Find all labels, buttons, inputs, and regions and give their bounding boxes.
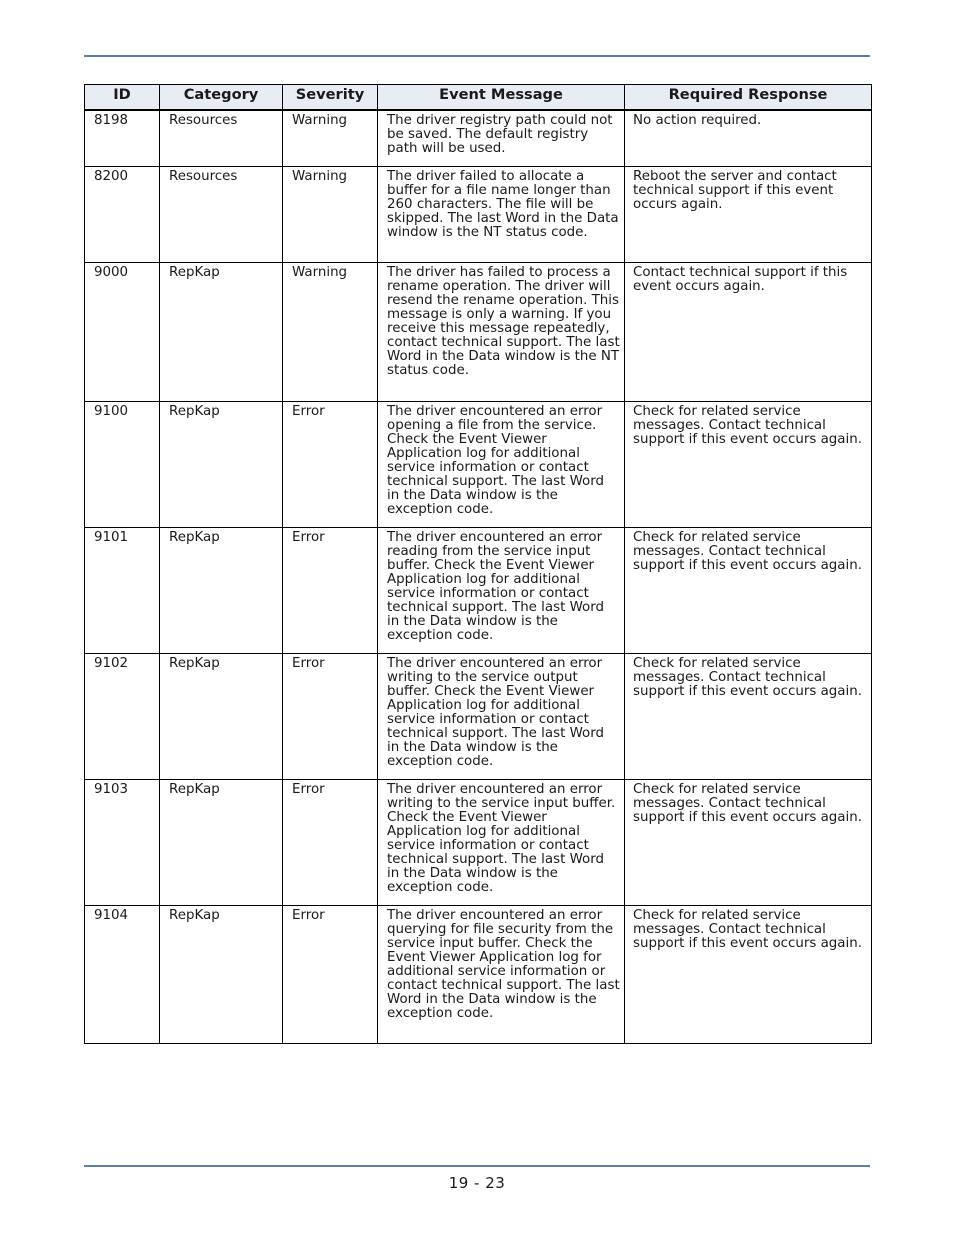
header-category: Category (160, 85, 283, 110)
cell-required-response: No action required. (625, 110, 872, 167)
cell-category: RepKap (160, 905, 283, 1043)
table-row (85, 779, 872, 905)
cell-required-response: Reboot the server and contact technical support if this event occurs again. (625, 166, 872, 262)
cell-severity: Error (283, 401, 378, 527)
cell-category: Resources (160, 166, 283, 262)
cell-category: Resources (160, 110, 283, 167)
header-severity: Severity (283, 85, 378, 110)
cell-required-response: Check for related service messages. Contact technical support if this event occurs again. (625, 527, 872, 653)
cell-required-response: Check for related service messages. Contact technical support if this event occurs again. (625, 401, 872, 527)
cell-category: RepKap (160, 262, 283, 401)
header-event-message: Event Message (378, 85, 625, 110)
cell-event-message: The driver encountered an error opening a file from the service. Check the Event Viewer Application log for additional service information or contact technical support. The last Word in the Data window is the exception code. (378, 401, 625, 527)
footer-rule (84, 1165, 870, 1167)
cell-severity: Error (283, 905, 378, 1043)
cell-required-response: Check for related service messages. Contact technical support if this event occurs again. (625, 779, 872, 905)
event-table (84, 84, 872, 1044)
table-row (85, 527, 872, 653)
cell-category: RepKap (160, 779, 283, 905)
cell-required-response: Check for related service messages. Contact technical support if this event occurs again. (625, 653, 872, 779)
cell-severity: Warning (283, 110, 378, 167)
cell-id: 9103 (85, 779, 160, 905)
cell-category: RepKap (160, 401, 283, 527)
cell-required-response: Contact technical support if this event occurs again. (625, 262, 872, 401)
cell-severity: Error (283, 653, 378, 779)
cell-id: 9100 (85, 401, 160, 527)
event-table-body (85, 110, 872, 1044)
cell-id: 8198 (85, 110, 160, 167)
event-table-header (85, 85, 872, 110)
page-number: 19 - 23 (448, 1174, 506, 1192)
cell-event-message: The driver has failed to process a rename operation. The driver will resend the rename operation. This message is only a warning. If you receive this message repeatedly, contact technical support. The last Word in the Data window is the NT status code. (378, 262, 625, 401)
cell-severity: Error (283, 527, 378, 653)
header-rule (84, 55, 870, 57)
header-row (85, 85, 872, 110)
cell-category: RepKap (160, 653, 283, 779)
cell-event-message: The driver registry path could not be saved. The default registry path will be used. (378, 110, 625, 167)
table-row (85, 262, 872, 401)
cell-id: 9101 (85, 527, 160, 653)
header-id: ID (85, 85, 160, 110)
cell-id: 8200 (85, 166, 160, 262)
table-row (85, 401, 872, 527)
cell-event-message: The driver encountered an error writing to the service output buffer. Check the Event Viewer Application log for additional service information or contact technical support. The last Word in the Data window is the exception code. (378, 653, 625, 779)
cell-id: 9102 (85, 653, 160, 779)
cell-severity: Warning (283, 262, 378, 401)
table-row (85, 653, 872, 779)
table-row (85, 110, 872, 167)
cell-id: 9000 (85, 262, 160, 401)
table-row (85, 905, 872, 1043)
cell-severity: Error (283, 779, 378, 905)
cell-severity: Warning (283, 166, 378, 262)
cell-event-message: The driver encountered an error writing to the service input buffer. Check the Event Viewer Application log for additional service information or contact technical support. The last Word in the Data window is the exception code. (378, 779, 625, 905)
table-row (85, 166, 872, 262)
cell-event-message: The driver encountered an error reading from the service input buffer. Check the Event Viewer Application log for additional service information or contact technical support. The last Word in the Data window is the exception code. (378, 527, 625, 653)
cell-event-message: The driver failed to allocate a buffer for a file name longer than 260 characters. The file will be skipped. The last Word in the Data window is the NT status code. (378, 166, 625, 262)
cell-event-message: The driver encountered an error querying for file security from the service input buffer. Check the Event Viewer Application log for additional service information or contact technical support. The last Word in the Data window is the exception code. (378, 905, 625, 1043)
cell-id: 9104 (85, 905, 160, 1043)
header-required-response: Required Response (625, 85, 872, 110)
cell-category: RepKap (160, 527, 283, 653)
cell-required-response: Check for related service messages. Contact technical support if this event occurs again. (625, 905, 872, 1043)
